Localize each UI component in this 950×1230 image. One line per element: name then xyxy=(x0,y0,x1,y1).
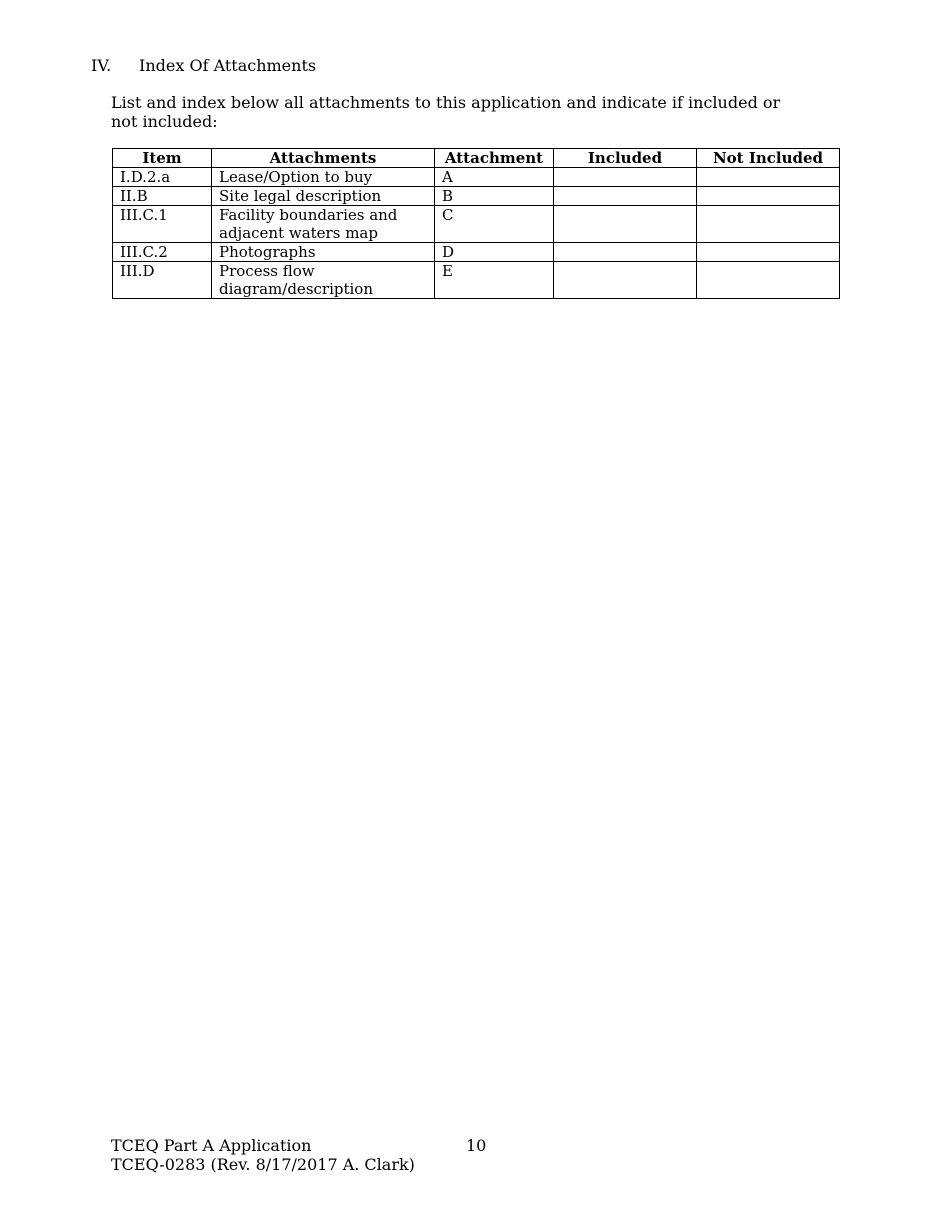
cell-included[interactable] xyxy=(554,206,697,243)
attachments-table xyxy=(112,148,840,299)
cell-attachments: Facility boundaries and adjacent waters map xyxy=(212,206,435,243)
header-not-included: Not Included xyxy=(697,149,840,168)
header-attachment: Attachment xyxy=(435,149,554,168)
header-item: Item xyxy=(113,149,212,168)
cell-item: II.B xyxy=(113,187,212,206)
cell-not-included[interactable] xyxy=(697,243,840,262)
footer-form-revision: TCEQ-0283 (Rev. 8/17/2017 A. Clark) xyxy=(111,1155,415,1174)
cell-not-included[interactable] xyxy=(697,206,840,243)
section-title: Index Of Attachments xyxy=(139,56,317,75)
footer-form-info xyxy=(111,1136,415,1174)
cell-attachments: Process flow diagram/description xyxy=(212,262,435,299)
cell-attachments: Site legal description xyxy=(212,187,435,206)
table-row xyxy=(113,168,840,187)
section-heading xyxy=(91,56,316,75)
cell-included[interactable] xyxy=(554,262,697,299)
header-attachments: Attachments xyxy=(212,149,435,168)
cell-included[interactable] xyxy=(554,243,697,262)
cell-not-included[interactable] xyxy=(697,262,840,299)
instructions-text: List and index below all attachments to this application and indicate if included or not included: xyxy=(111,93,781,131)
table-row xyxy=(113,187,840,206)
header-included: Included xyxy=(554,149,697,168)
table-row xyxy=(113,206,840,243)
cell-item: III.C.2 xyxy=(113,243,212,262)
cell-not-included[interactable] xyxy=(697,187,840,206)
cell-item: III.C.1 xyxy=(113,206,212,243)
cell-attachment: A xyxy=(435,168,554,187)
cell-not-included[interactable] xyxy=(697,168,840,187)
cell-included[interactable] xyxy=(554,168,697,187)
table-row xyxy=(113,262,840,299)
cell-attachment: E xyxy=(435,262,554,299)
cell-attachment: C xyxy=(435,206,554,243)
cell-item: III.D xyxy=(113,262,212,299)
page-number: 10 xyxy=(466,1136,487,1155)
footer-application-name: TCEQ Part A Application xyxy=(111,1136,312,1155)
section-number: IV. xyxy=(91,56,112,75)
table-row xyxy=(113,243,840,262)
table-header-row xyxy=(113,149,840,168)
cell-attachment: B xyxy=(435,187,554,206)
cell-attachments: Lease/Option to buy xyxy=(212,168,435,187)
cell-item: I.D.2.a xyxy=(113,168,212,187)
cell-attachment: D xyxy=(435,243,554,262)
cell-included[interactable] xyxy=(554,187,697,206)
cell-attachments: Photographs xyxy=(212,243,435,262)
